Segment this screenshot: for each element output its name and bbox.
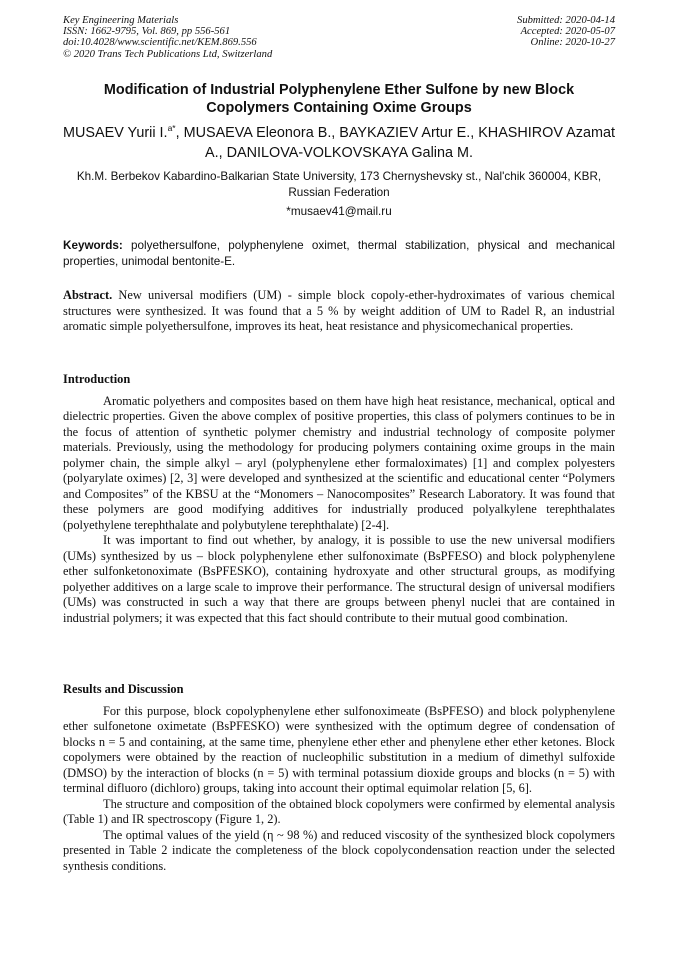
results-paragraph-3: The optimal values of the yield (η ~ 98 %) and reduced viscosity of the synthesized block copolymers presented in Table 2 indicate the completeness of the block copolycondensation reaction under the selected synthesis conditions. [63,827,615,873]
keywords-label: Keywords: [63,239,123,252]
submitted-date: Submitted: 2020-04-14 [517,15,615,26]
introduction-section [63,372,615,626]
introduction-heading: Introduction [63,372,131,386]
issn-line: ISSN: 1662-9795, Vol. 869, pp 556-561 [63,26,231,38]
intro-paragraph-2: It was important to find out whether, by analogy, it is possible to use the new universal modifiers (UMs) synthesized by us – block polyphenylene ether sulfonoximate (BsPFESO) and block polyphenylene ether sulfonketonoximate (BsPFESKO), containing hydroxyate and other structural groups, as modifying polyether additives on a large scale to improve their performance. The structural design of universal modifiers (UMs) was constructed in such a way that there are groups between phenyl nuclei that are contained in industrial polymers; it was expected that this fact should contribute to their mutual good combination. [63,533,615,625]
author-list [63,124,615,163]
paper-title: Modification of Industrial Polyphenylene Ether Sulfone by new Block Copolymers Containing Oxime Groups [103,82,575,116]
doi-line: doi:10.4028/www.scientific.net/KEM.869.556 [63,37,257,49]
copyright-line: © 2020 Trans Tech Publications Ltd, Switzerland [63,48,273,60]
results-heading: Results and Discussion [63,682,184,696]
accepted-date: Accepted: 2020-05-07 [520,26,615,38]
results-paragraph-2: The structure and composition of the obtained block copolymers were confirmed by elemental analysis (Table 1) and IR spectroscopy (Figure 1, 2). [63,796,615,826]
journal-name: Key Engineering Materials [63,15,179,26]
online-date: Online: 2020-10-27 [530,37,615,49]
results-section [63,682,615,874]
abstract-text: New universal modifiers (UM) - simple block copoly-ether-hydroximates of various chemical structures were synthesized. It was found that a 5 % by weight addition of UM to Radel R, an industrial aromatic simple polyethersulfone, improves its heat, heat resistance and physicomechanical properties. [63,288,615,333]
keywords [63,238,615,269]
corresponding-email: *musaev41@mail.ru [286,205,392,218]
journal-info [63,15,272,60]
author-affiliation-mark: a* [167,123,176,134]
intro-paragraph-1: Aromatic polyethers and composites based on them have high heat resistance, mechanical, optical and dielectric properties. Given the above complex of positive properties, this class of polymers continues to be in the focus of attention of synthetic polymer chemistry and industrial technology of composite polymer materials. Previously, using the methodology for producing polymers containing oxime groups in the main polymer chain, the simple alkyl – aryl (polyphenylene ether formaloximates) [1] and complex polyesters (polyarylate oximes) [2, 3] were developed and synthesized at the scientific and educational center “Polymers and Composites” of the KBSU at the “Monomers – Nanocomposites” Research Laboratory. It was found that these polymers are good modifying additives for industrially produced polyalkylene terephthalates (polyethylene terephthalate and polybutylene terephthalate) [2-4]. [63,393,615,532]
abstract [63,288,615,335]
results-paragraph-1: For this purpose, block copolyphenylene ether sulfonoximeate (BsPFESO) and block polyphenylene ether sulfonetone oximetate (BsPFESKO) were synthesized with the optimum degree of condensation of blocks n = 5 and containing, at the same time, phenylene ether ether and phenylene ether ether ketones. Block copolymers were obtained by the reaction of nucleophilic substitution in a medium of dimethyl sulfoxide (DMSO) by the interaction of blocks (n = 5) with terminal potassium dioxide groups and blocks (n = 5) with terminal difluoro (dichloro) groups, taking into account their optimal equimolar relation [5, 6]. [63,703,615,795]
first-author: MUSAEV Yurii I. [63,125,168,141]
abstract-label: Abstract. [63,288,113,302]
affiliation: Kh.M. Berbekov Kabardino-Balkarian State University, 173 Chernyshevsky st., Nal'chik 360004, KBR, Russian Federation [76,170,602,199]
other-authors: , MUSAEVA Eleonora B., BAYKAZIEV Artur E., KHASHIROV Azamat A., DANILOVA-VOLKOVSKAYA Galina M. [175,125,615,161]
keywords-text: polyethersulfone, polyphenylene oximet, thermal stabilization, physical and mechanical properties, unimodal bentonite-E. [63,239,615,268]
submission-dates [517,15,615,49]
